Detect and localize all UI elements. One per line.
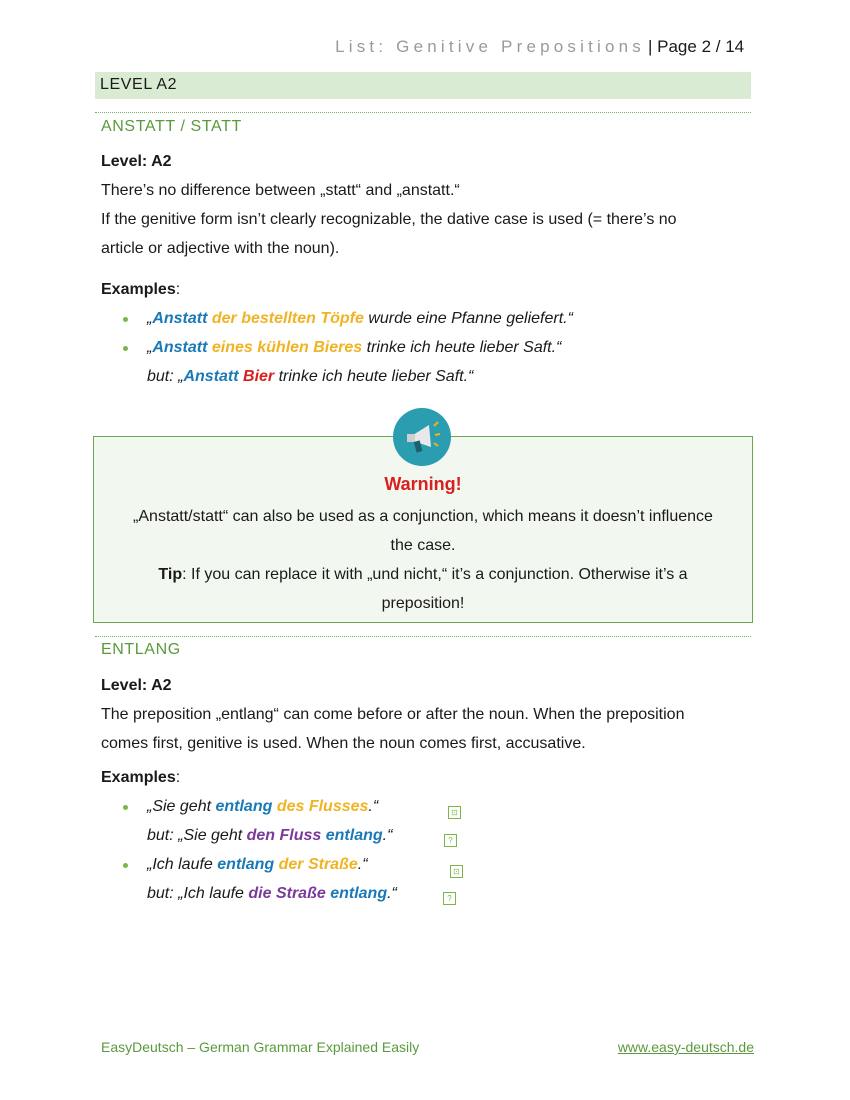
- tip-label: Tip: [158, 566, 183, 583]
- warning-line: the case.: [390, 537, 456, 554]
- image-placeholder-icon: ?: [443, 892, 456, 905]
- image-placeholder-icon: ⊡: [450, 865, 463, 878]
- counter-example: but: „Ich laufe die Straße entlang.“: [147, 885, 397, 902]
- examples-label: Examples:: [101, 281, 181, 298]
- description-line: article or adjective with the noun).: [101, 240, 340, 257]
- section-description: [101, 700, 751, 758]
- document-title: List: Genitive Prepositions: [335, 37, 645, 56]
- example-sentence: „Sie geht entlang des Flusses.“: [147, 798, 379, 815]
- description-line: comes first, genitive is used. When the noun comes first, accusative.: [101, 735, 586, 752]
- description-line: If the genitive form isn’t clearly recognizable, the dative case is used (= there’s no: [101, 211, 677, 228]
- bullet-icon: [123, 346, 128, 351]
- description-line: There’s no difference between „statt“ and „anstatt.“: [101, 182, 460, 199]
- section-heading-entlang: ENTLANG: [101, 641, 181, 658]
- tip-line: preposition!: [381, 595, 465, 612]
- divider: [95, 112, 751, 113]
- description-line: The preposition „entlang“ can come before or after the noun. When the preposition: [101, 706, 685, 723]
- divider: [95, 636, 751, 637]
- level-banner: [95, 72, 751, 99]
- level-banner-label: LEVEL A2: [100, 76, 178, 93]
- example-sentence: „Anstatt der bestellten Töpfe wurde eine Pfanne geliefert.“: [147, 310, 573, 327]
- warning-line: „Anstatt/statt“ can also be used as a conjunction, which means it doesn’t influence: [133, 508, 713, 525]
- bullet-icon: [123, 863, 128, 868]
- counter-example: but: „Sie geht den Fluss entlang.“: [147, 827, 393, 844]
- page-number: | Page 2 / 14: [648, 37, 745, 56]
- section-heading-anstatt: ANSTATT / STATT: [101, 118, 242, 135]
- examples-label: Examples:: [101, 769, 181, 786]
- image-placeholder-icon: ⊡: [448, 806, 461, 819]
- megaphone-icon: [393, 408, 451, 466]
- tip-line: Tip: If you can replace it with „und nicht,“ it’s a conjunction. Otherwise it’s a: [158, 566, 688, 583]
- example-sentence: „Anstatt eines kühlen Bieres trinke ich heute lieber Saft.“: [147, 339, 562, 356]
- warning-text: [100, 502, 746, 618]
- bullet-icon: [123, 317, 128, 322]
- section-level: Level: A2: [101, 153, 172, 170]
- counter-example: but: „Anstatt Bier trinke ich heute lieber Saft.“: [147, 368, 474, 385]
- example-sentence: „Ich laufe entlang der Straße.“: [147, 856, 368, 873]
- section-level: Level: A2: [101, 677, 172, 694]
- footer-link[interactable]: www.easy-deutsch.de: [617, 1039, 754, 1055]
- section-description: [101, 176, 751, 263]
- image-placeholder-icon: ?: [444, 834, 457, 847]
- footer-text: EasyDeutsch – German Grammar Explained Easily: [101, 1039, 420, 1055]
- warning-title: Warning!: [384, 474, 462, 494]
- bullet-icon: [123, 805, 128, 810]
